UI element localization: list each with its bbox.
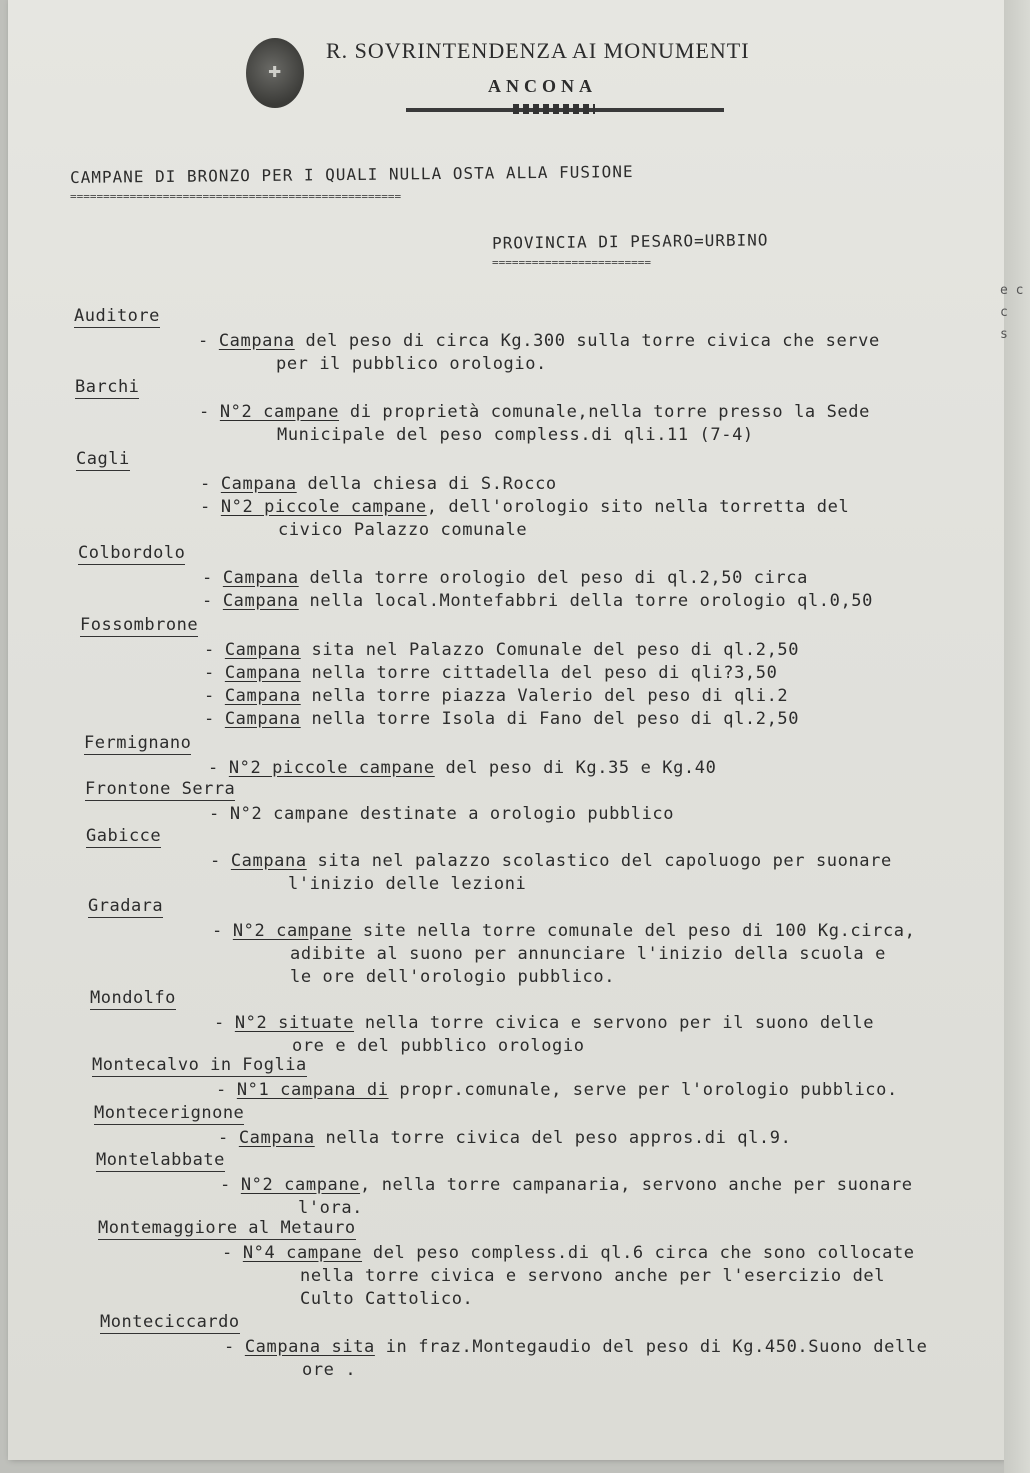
town-name: Gabicce	[86, 826, 162, 846]
edge-text	[1000, 280, 1023, 346]
bell-keyword: Campana	[222, 568, 299, 588]
bell-description: propr.comunale, serve per l'orologio pubblico.	[388, 1080, 898, 1100]
bell-item	[200, 497, 849, 517]
item-dash: -	[199, 402, 210, 422]
item-dash: -	[200, 497, 211, 517]
bell-item	[204, 709, 799, 729]
bell-description: nella torre civica del peso appros.di ql.9.	[314, 1128, 792, 1148]
bell-keyword: Campana	[224, 686, 301, 706]
item-dash: -	[198, 331, 209, 351]
item-dash: -	[210, 851, 221, 871]
bell-item	[220, 1175, 913, 1195]
bell-item	[222, 1243, 915, 1263]
bell-description: del peso di Kg.35 e Kg.40	[434, 758, 717, 778]
page-edge	[1004, 0, 1030, 1473]
document-title: CAMPANE DI BRONZO PER I QUALI NULLA OSTA ALLA FUSIONE	[69, 162, 634, 187]
bell-item	[202, 591, 873, 611]
item-dash: -	[222, 1243, 233, 1263]
town-name: Montecalvo in Foglia	[92, 1055, 307, 1075]
town-name: Auditore	[74, 306, 160, 326]
town-name: Mondolfo	[90, 988, 176, 1008]
bell-item	[204, 663, 777, 683]
item-dash: -	[220, 1175, 231, 1195]
bell-description-continued: civico Palazzo comunale	[278, 520, 528, 540]
bell-keyword: N°2 campane	[232, 921, 353, 941]
bell-item	[208, 758, 716, 778]
bell-description: nella torre piazza Valerio del peso di qli.2	[300, 686, 789, 706]
bell-keyword: Campana	[238, 1128, 315, 1148]
bell-item	[204, 686, 788, 706]
edge-char: e c	[1000, 283, 1024, 298]
bell-description-continued: le ore dell'orologio pubblico.	[290, 967, 616, 987]
bell-description: nella torre Isola di Fano del peso di ql.2,50	[300, 709, 800, 729]
bell-keyword: Campana	[222, 591, 299, 611]
bell-description-continued: per il pubblico orologio.	[276, 354, 547, 374]
town-name: Montecerignone	[94, 1103, 245, 1123]
bell-keyword: Campana	[220, 474, 297, 494]
bell-description: nella torre cittadella del peso di qli?3,50	[300, 663, 778, 683]
town-name: Cagli	[76, 449, 130, 469]
bell-description: nella torre civica e servono per il suono delle	[354, 1013, 875, 1033]
bell-description: in fraz.Montegaudio del peso di Kg.450.Suono delle	[374, 1337, 928, 1357]
seal-emblem	[246, 38, 304, 108]
item-dash: -	[218, 1128, 229, 1148]
bell-description: , nella torre campanaria, servono anche per suonare	[360, 1175, 913, 1195]
bell-description: sita nel Palazzo Comunale del peso di ql.2,50	[300, 640, 800, 660]
bell-keyword: N°2 situate	[234, 1013, 355, 1033]
town-name: Barchi	[75, 377, 140, 397]
bell-description: del peso di circa Kg.300 sulla torre civica che serve	[294, 331, 880, 351]
bell-keyword: N°2 campane	[240, 1175, 361, 1195]
bell-keyword: N°4 campane	[242, 1243, 363, 1263]
bell-item	[210, 851, 892, 871]
bell-item	[202, 568, 808, 588]
town-name: Fossombrone	[80, 615, 199, 635]
bell-description: N°2 campane destinate a orologio pubblico	[229, 804, 675, 824]
bell-description-continued: l'ora.	[298, 1198, 364, 1218]
edge-char: s	[1000, 327, 1008, 342]
bell-item	[212, 921, 915, 941]
item-dash: -	[224, 1337, 235, 1357]
bell-description-continued: nella torre civica e servono anche per l'esercizio del	[300, 1266, 886, 1286]
bell-description: , dell'orologio sito nella torretta del	[426, 497, 850, 517]
bell-description: della chiesa di S.Rocco	[296, 474, 557, 494]
bell-keyword: N°2 campane	[219, 402, 340, 422]
town-name: Montemaggiore al Metauro	[98, 1218, 356, 1238]
item-dash: -	[204, 709, 215, 729]
town-name: Gradara	[88, 896, 164, 916]
bell-description-continued: ore .	[302, 1360, 357, 1380]
document-sheet	[8, 0, 1004, 1460]
bell-item	[200, 474, 557, 494]
document-title-rule: ==================================================	[70, 190, 402, 203]
bell-keyword: N°1 campana di	[236, 1080, 389, 1100]
bell-description: della torre orologio del peso di ql.2,50 circa	[298, 568, 808, 588]
town-name: Frontone Serra	[85, 779, 236, 799]
divider-ornament	[513, 104, 595, 114]
bell-keyword: Campana sita	[244, 1337, 375, 1357]
bell-keyword: Campana	[224, 709, 301, 729]
bell-description: nella local.Montefabbri della torre orologio ql.0,50	[298, 591, 873, 611]
bell-keyword: N°2 piccole campane	[220, 497, 427, 517]
bell-item	[216, 1080, 898, 1100]
bell-item	[204, 640, 799, 660]
item-dash: -	[204, 686, 215, 706]
cross-icon: ✚	[268, 58, 282, 83]
bell-description: sita nel palazzo scolastico del capoluogo per suonare	[306, 851, 892, 871]
item-dash: -	[214, 1013, 225, 1033]
bell-item	[198, 331, 880, 351]
bell-keyword: Campana	[224, 640, 301, 660]
bell-description-continued: Municipale del peso compless.di qli.11 (7-4)	[277, 425, 754, 445]
town-name: Fermignano	[84, 733, 192, 753]
bell-item	[199, 402, 870, 422]
letterhead-city: ANCONA	[488, 76, 597, 96]
item-dash: -	[200, 474, 211, 494]
bell-keyword: Campana	[218, 331, 295, 351]
bell-keyword: Campana	[230, 851, 307, 871]
province-heading: PROVINCIA DI PESARO=URBINO	[491, 230, 769, 253]
bell-description: di proprietà comunale,nella torre presso la Sede	[339, 402, 870, 422]
item-dash: -	[216, 1080, 227, 1100]
bell-description-continued: adibite al suono per annunciare l'inizio della scuola e	[290, 944, 886, 964]
bell-item	[218, 1128, 791, 1148]
bell-description-continued: Culto Cattolico.	[300, 1289, 474, 1309]
item-dash: -	[204, 640, 215, 660]
bell-item	[224, 1337, 927, 1357]
bell-description-continued: l'inizio delle lezioni	[288, 874, 527, 894]
item-dash: -	[204, 663, 215, 683]
item-dash: -	[202, 568, 213, 588]
bell-description: del peso compless.di ql.6 circa che sono collocate	[362, 1243, 915, 1263]
town-name: Monteciccardo	[100, 1312, 240, 1332]
item-dash: -	[202, 591, 213, 611]
town-name: Montelabbate	[96, 1150, 225, 1170]
town-name: Colbordolo	[78, 543, 186, 563]
bell-item	[209, 804, 674, 824]
item-dash: -	[209, 804, 220, 824]
edge-char: c	[1000, 305, 1008, 320]
bell-description-continued: ore e del pubblico orologio	[292, 1036, 585, 1056]
bell-keyword: N°2 piccole campane	[228, 758, 435, 778]
bell-description: site nella torre comunale del peso di 100 Kg.circa,	[352, 921, 916, 941]
bell-item	[214, 1013, 874, 1033]
bell-keyword: Campana	[224, 663, 301, 683]
province-heading-rule: ========================	[492, 256, 651, 269]
item-dash: -	[212, 921, 223, 941]
item-dash: -	[208, 758, 219, 778]
letterhead-title: R. SOVRINTENDENZA AI MONUMENTI	[326, 38, 750, 63]
